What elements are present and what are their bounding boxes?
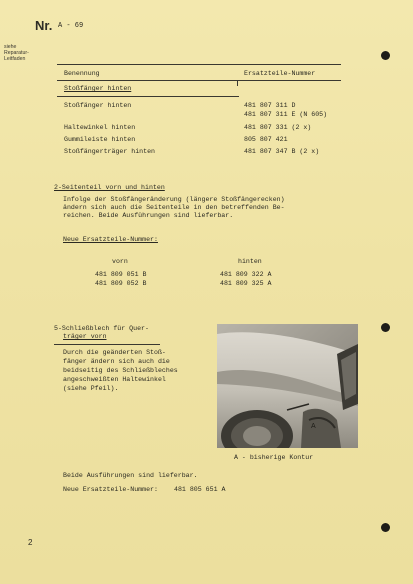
header-nr-label: Nr.: [35, 18, 53, 33]
table-row-name: Haltewinkel hinten: [64, 124, 136, 131]
section2-front-number: 481 809 052 B: [95, 280, 147, 287]
document-number: A - 69: [58, 22, 84, 30]
punch-hole: [381, 51, 390, 60]
table-row-number: 805 807 421: [244, 136, 288, 143]
section3-body-line: Durch die geänderten Stoß-: [63, 349, 166, 356]
section3-title-line: träger vorn: [63, 333, 107, 340]
sidebar-note-line: Leitfaden: [4, 56, 26, 63]
new-number-label: Neue Ersatzteile-Nummer:: [63, 486, 158, 493]
section2-rear-number: 481 809 325 A: [220, 280, 272, 287]
table-row-name: Gummileiste hinten: [64, 136, 136, 143]
sidebar-note: [4, 44, 29, 63]
table-top-rule: [57, 64, 341, 65]
section3-body-line: angeschweißten Haltewinkel: [63, 376, 166, 383]
section2-body-line: reichen. Beide Ausführungen sind lieferbar.: [63, 212, 234, 219]
sidebar-note-line: Reparatur-: [4, 50, 29, 57]
section2-rear-number: 481 809 322 A: [220, 271, 272, 278]
table-header-benennung: Benennung: [64, 70, 100, 77]
section2-front-number: 481 809 051 B: [95, 271, 147, 278]
table-row-name: Stoßfänger hinten: [64, 102, 132, 109]
table-header-ersatzteile: Ersatzteile-Nummer: [244, 70, 316, 77]
new-number-value: 481 805 651 A: [174, 486, 226, 493]
table-row-number: 481 807 311 D: [244, 102, 296, 109]
table-section-title: Stoßfänger hinten: [64, 85, 132, 92]
section2-body-line: ändern sich auch die Seitenteile in den betreffenden Be-: [63, 204, 285, 211]
table-row-number: 481 807 347 B (2 x): [244, 148, 320, 155]
table-column-divider: [237, 80, 238, 86]
car-rear-photo: [217, 324, 358, 448]
table-row-name: Stoßfängerträger hinten: [64, 148, 156, 155]
section3-body-line: beidseitig des Schließbleches: [63, 367, 178, 374]
punch-hole: [381, 523, 390, 532]
page-number: 2: [28, 538, 33, 547]
table-row-number: 481 807 331 (2 x): [244, 124, 312, 131]
section3-title-line: 5-Schließblech für Quer-: [54, 325, 149, 332]
section3-body-line: (siehe Pfeil).: [63, 385, 119, 392]
section2-body-line: Infolge der Stoßfängeränderung (längere Stoßfängerecken): [63, 196, 285, 203]
availability-note: Beide Ausführungen sind lieferbar.: [63, 472, 198, 479]
table-row-number: 481 807 311 E (N 605): [244, 111, 328, 118]
punch-hole: [381, 323, 390, 332]
section3-body-line: fänger ändern sich auch die: [63, 358, 170, 365]
photo-caption: A - bisherige Kontur: [234, 454, 314, 461]
section2-rear-label: hinten: [238, 258, 262, 265]
photo-marker-a: A: [311, 423, 316, 430]
section2-new-parts-label: Neue Ersatzteile-Nummer:: [63, 236, 158, 243]
section2-front-label: vorn: [112, 258, 128, 265]
table-section-rule: [57, 96, 239, 97]
table-header-rule: [57, 80, 341, 81]
car-rear-illustration: [217, 324, 358, 448]
sidebar-note-line: siehe: [4, 44, 17, 50]
section3-title-rule: [54, 344, 160, 345]
section2-title: 2-Seitenteil vorn und hinten: [54, 184, 165, 191]
